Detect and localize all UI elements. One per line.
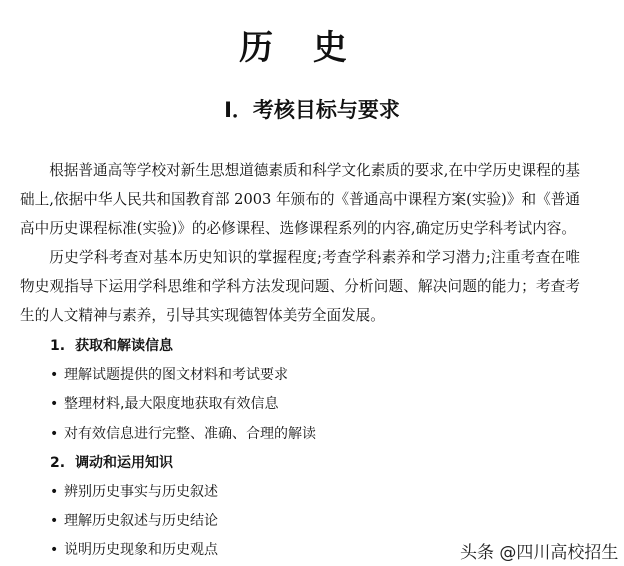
list-item-text: 对有效信息进行完整、准确、合理的解读: [64, 425, 316, 442]
bullet-icon: •: [50, 513, 59, 530]
list-item: [50, 361, 316, 390]
watermark: 头条 @四川高校招生: [460, 543, 619, 563]
bullet-icon: •: [50, 483, 59, 500]
bullet-icon: •: [50, 425, 59, 442]
objectives-list: [50, 332, 316, 566]
list-item-text: 理解历史叙述与历史结论: [64, 513, 218, 530]
section-heading: Ⅰ．考核目标与要求: [224, 98, 400, 122]
document-title: 历 史: [239, 28, 361, 68]
list-item-text: 说明历史现象和历史观点: [64, 542, 218, 559]
list-number: 2.: [50, 454, 66, 471]
list-item: [50, 507, 316, 536]
paragraph: 根据普通高等学校对新生思想道德素质和科学文化素质的要求,在中学历史课程的基础上,依据中华人民共和国教育部 2003 年颁布的《普通高中课程方案(实验)》和《普通高中历史课程标准(实验)》的必修课程、选修课程系列的内容,确定历史学科考试内容。: [20, 162, 580, 237]
list-item-text: 整理材料,最大限度地获取有效信息: [64, 396, 279, 413]
list-item: [50, 536, 316, 565]
list-number: 1.: [50, 338, 66, 354]
bullet-icon: •: [50, 367, 59, 384]
list-item-text: 调动和运用知识: [75, 454, 174, 471]
bullet-icon: •: [50, 396, 59, 413]
list-item-text: 辨别历史事实与历史叙述: [64, 483, 218, 500]
list-item: [50, 390, 316, 419]
list-item: [50, 478, 316, 507]
paragraph: 历史学科考查对基本历史知识的掌握程度;考查学科素养和学习潜力;注重考查在唯物史观指导下运用学科思维和学科方法发现问题、分析问题、解决问题的能力；考查考生的人文精神与素养，引导其实现德智体美劳全面发展。: [20, 249, 580, 324]
bullet-icon: •: [50, 542, 59, 559]
list-heading: [50, 449, 316, 478]
list-item: [50, 420, 316, 449]
list-item-text: 理解试题提供的图文材料和考试要求: [64, 367, 288, 384]
list-heading: [50, 332, 316, 361]
list-item-text: 获取和解读信息: [75, 338, 174, 354]
